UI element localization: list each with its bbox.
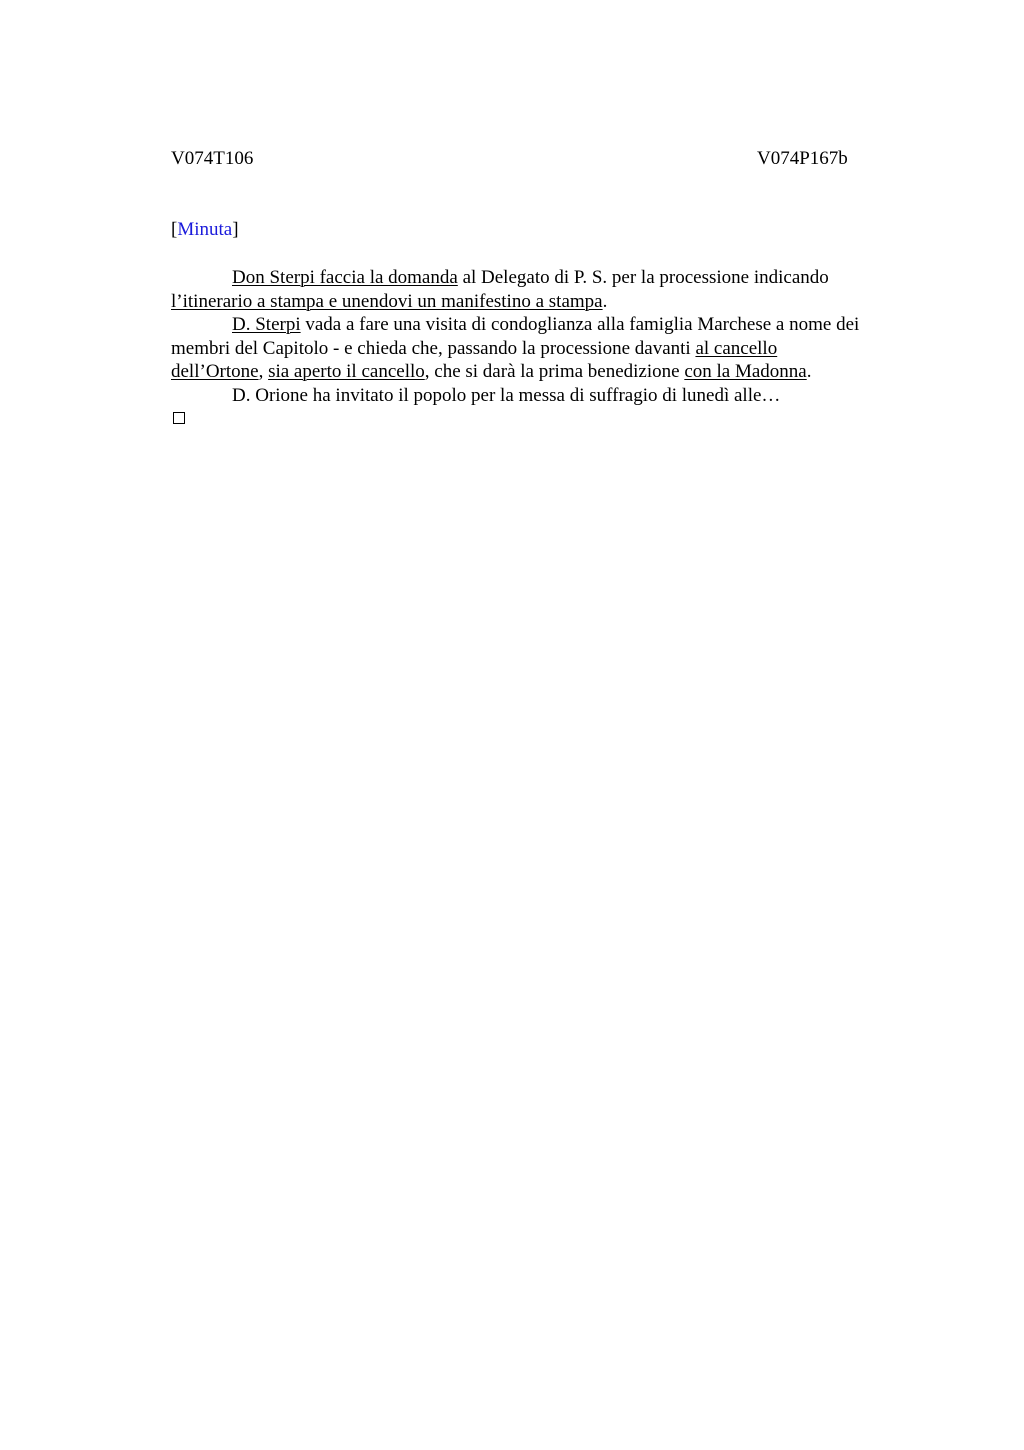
document-code-left: V074T106 bbox=[171, 148, 254, 169]
plain-text: , bbox=[258, 361, 269, 383]
plain-text: . bbox=[602, 290, 608, 312]
underlined-text: sia aperto il cancello bbox=[268, 361, 425, 383]
minuta-text: Minuta bbox=[177, 219, 233, 240]
plain-text: al Delegato di P. S. per la processione indicando bbox=[457, 267, 829, 288]
paragraph-3-line-1 bbox=[171, 384, 921, 408]
underlined-text: l’itinerario a stampa e unendovi un manifestino a stampa bbox=[171, 290, 603, 312]
paragraph-1-line-1 bbox=[171, 266, 921, 290]
minuta-open-bracket: [ bbox=[171, 219, 178, 240]
underlined-text: con la Madonna bbox=[684, 361, 807, 383]
minuta-label bbox=[171, 218, 239, 242]
paragraph-2-line-2 bbox=[171, 337, 921, 361]
plain-text: D. Orione ha invitato il popolo per la messa di suffragio di lunedì alle… bbox=[232, 384, 781, 406]
plain-text: vada a fare una visita di condoglianza alla famiglia Marchese a nome dei bbox=[300, 314, 860, 336]
paragraph-1-line-2 bbox=[171, 290, 921, 314]
underlined-text: al cancello bbox=[695, 337, 778, 359]
paragraph-1 bbox=[171, 266, 921, 313]
plain-text: , che si darà la prima benedizione bbox=[424, 361, 685, 383]
underlined-text: D. Sterpi bbox=[232, 314, 301, 336]
paragraph-2-line-1 bbox=[171, 313, 921, 337]
document-body bbox=[171, 266, 921, 408]
minuta-close-bracket: ] bbox=[232, 219, 239, 240]
plain-text: membri del Capitolo - e chieda che, passando la processione davanti bbox=[171, 337, 696, 359]
paragraph-2-line-3 bbox=[171, 360, 921, 384]
underlined-text: Don Sterpi faccia la domanda bbox=[232, 267, 458, 288]
underlined-text: dell’Ortone bbox=[171, 361, 259, 383]
plain-text: . bbox=[806, 361, 812, 383]
paragraph-2 bbox=[171, 313, 921, 384]
paragraph-3 bbox=[171, 384, 921, 408]
document-code-right: V074P167b bbox=[757, 148, 848, 169]
empty-square-icon bbox=[173, 412, 185, 424]
